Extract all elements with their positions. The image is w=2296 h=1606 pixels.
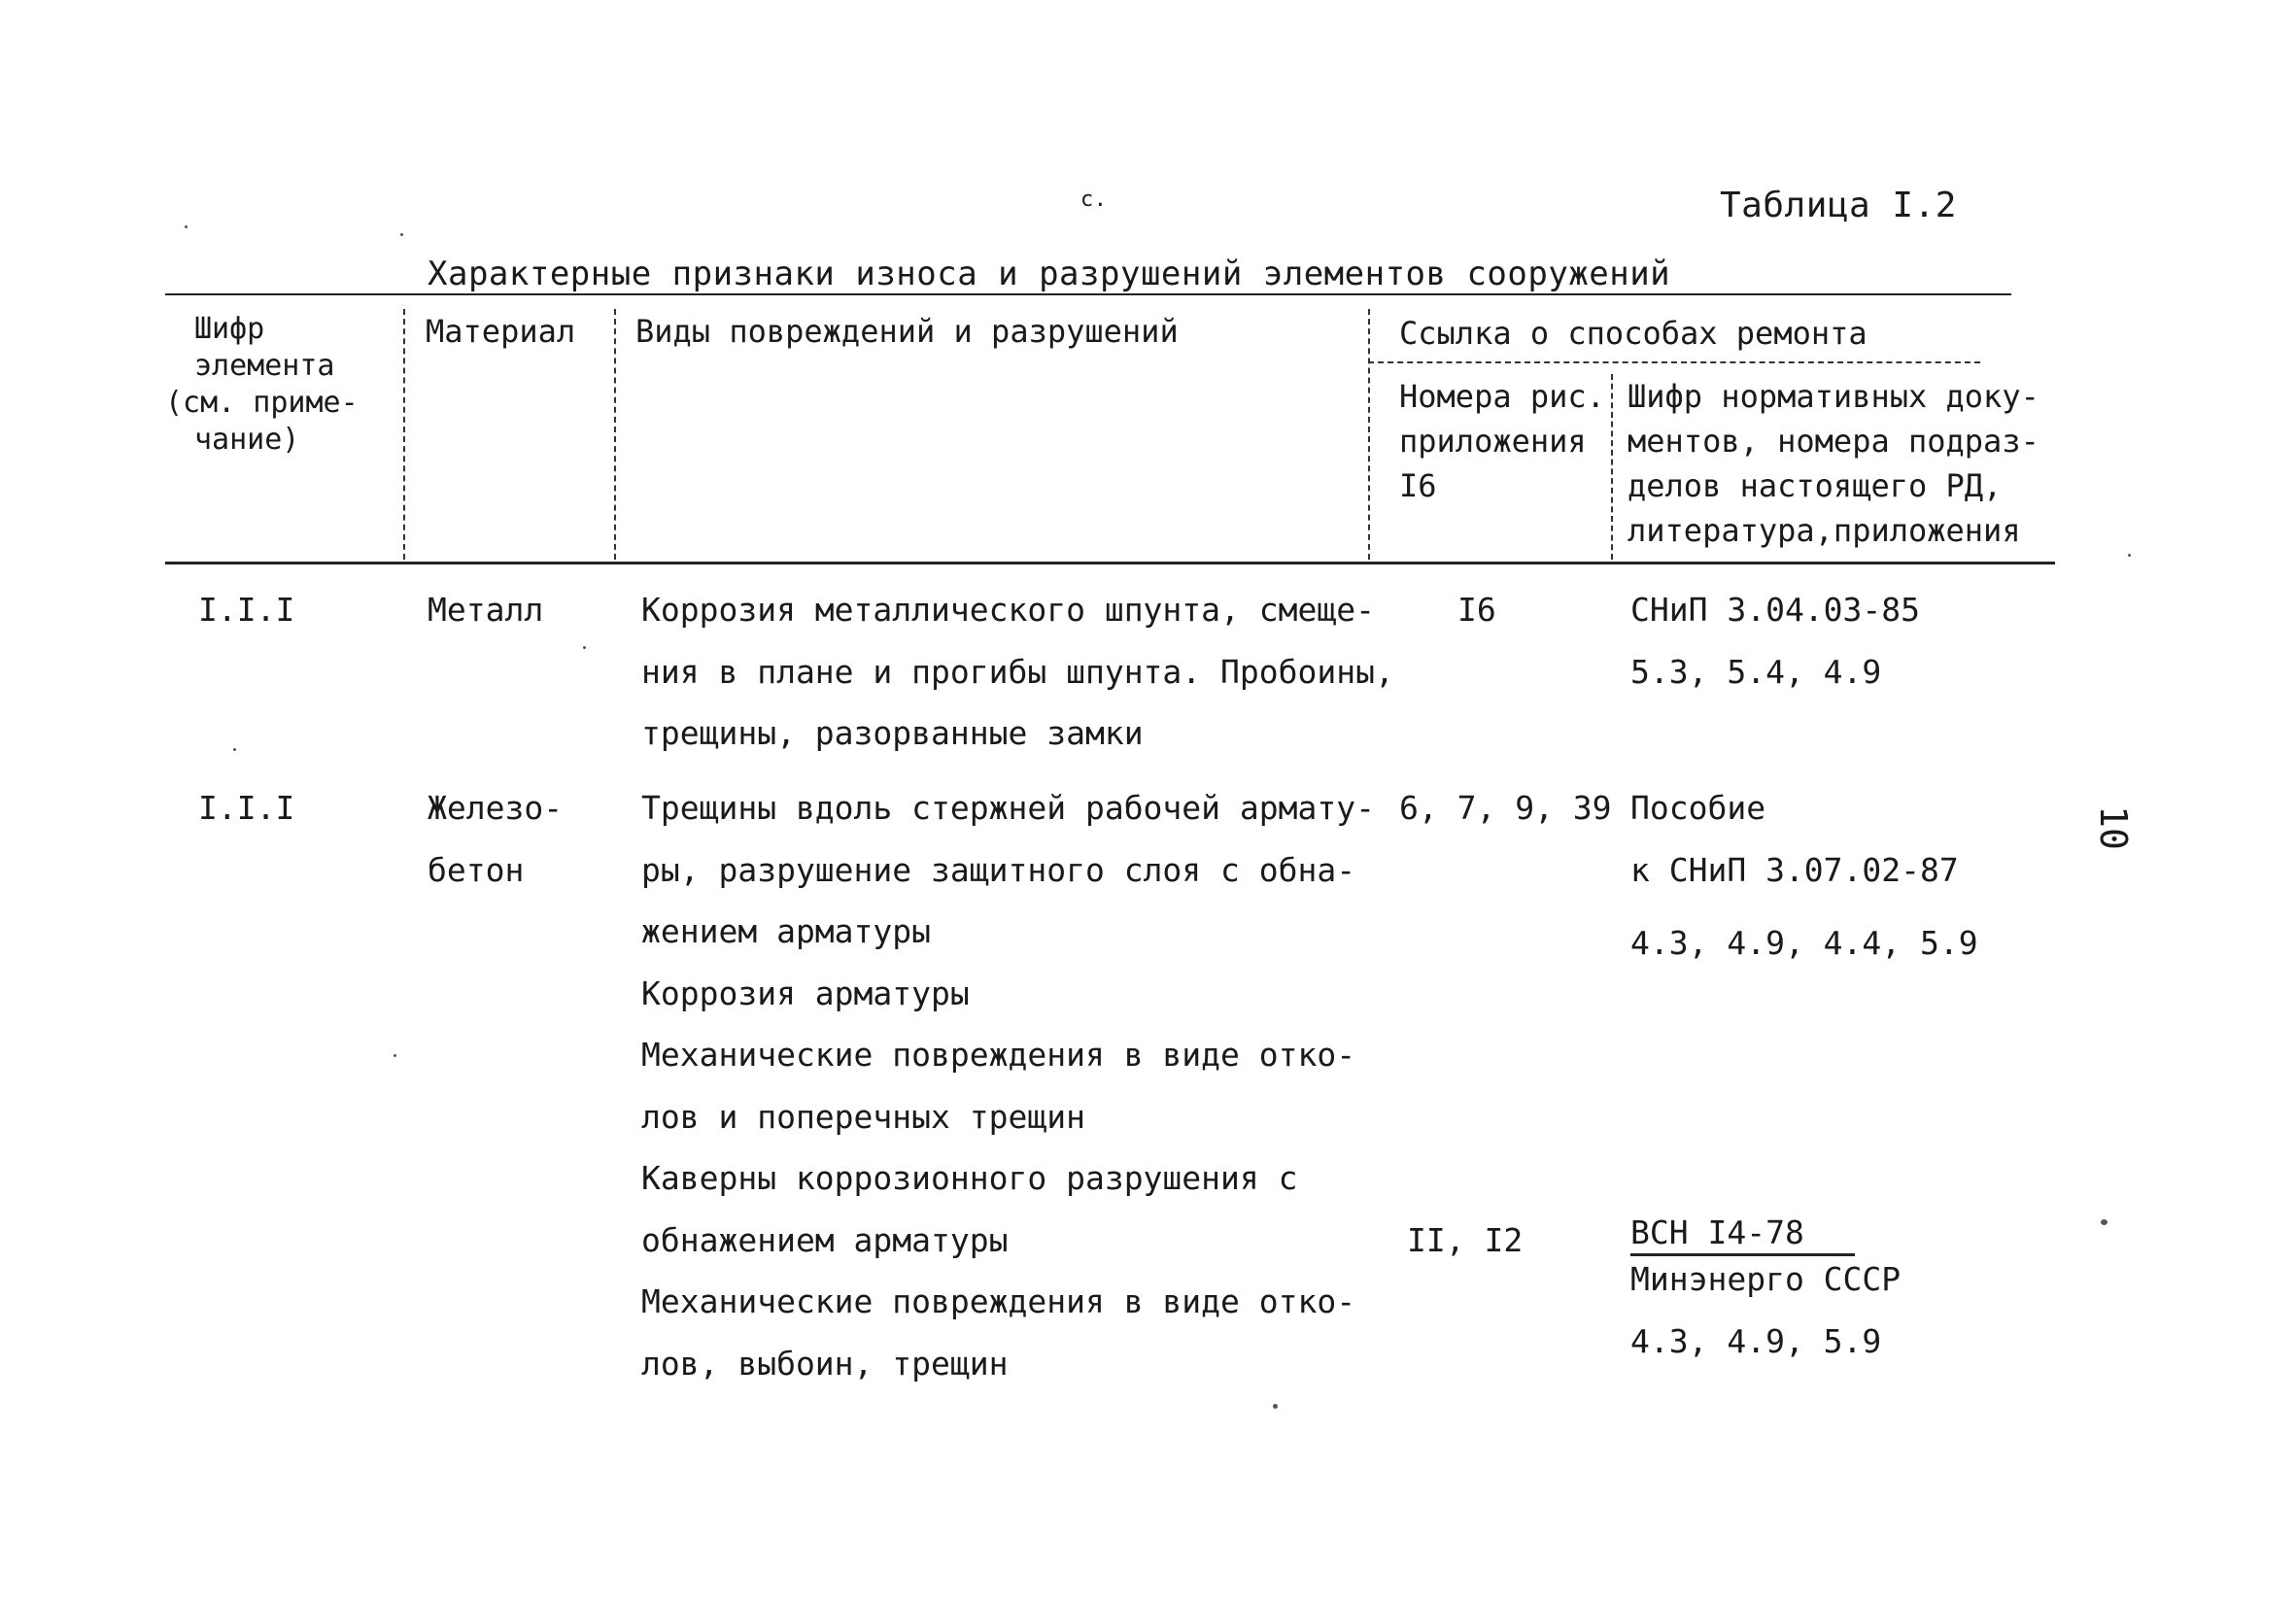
top-mark: с. [1080,188,1108,212]
header-code-line: элемента [194,349,335,383]
damage-line: лов и поперечных трещин [641,1097,1085,1136]
docs-line: СНиП 3.04.03-85 [1630,591,1921,629]
damage-line: трещины, разорванные замки [641,714,1144,752]
docs-line-underlined: ВСН I4-78 [1630,1213,1855,1256]
scan-speck [2101,1219,2108,1225]
header-figure-line: Номера рис. [1399,378,1605,415]
docs-line: Пособие [1630,789,1766,827]
row-2-code: I.I.I [198,789,295,827]
header-docs-line: литература,приложения [1628,512,2021,549]
row-2-figures-b: II, I2 [1407,1221,1524,1259]
scan-speck [2128,554,2131,557]
damage-line: Коррозия арматуры [641,974,970,1012]
table-header-rule [165,562,2055,564]
damage-line: Каверны коррозионного разрушения с [641,1159,1298,1197]
material-line: Железо- [428,789,564,827]
scan-speck [583,646,586,649]
damage-line: Механические повреждения в виде отко- [641,1036,1356,1074]
header-code [165,311,359,459]
docs-line: 4.3, 4.9, 4.4, 5.9 [1630,924,1978,962]
material-line: бетон [428,850,525,889]
header-figure-line: приложения [1399,423,1587,460]
scan-speck [1273,1404,1278,1409]
table-caption: Характерные признаки износа и разрушений элементов сооружений [428,255,1671,293]
col-divider-4 [1611,374,1613,560]
table-label: Таблица I.2 [1720,186,1957,225]
docs-line: 4.3, 4.9, 5.9 [1630,1322,1882,1360]
header-material: Материал [426,313,576,350]
damage-line: лов, выбоин, трещин [641,1344,1009,1383]
header-normative-docs [1628,374,2039,553]
row-2-figures-a: 6, 7, 9, 39 [1399,789,1612,827]
scan-speck [394,1054,396,1057]
docs-line: к СНиП 3.07.02-87 [1630,850,1959,889]
col-divider-3 [1368,309,1370,560]
subheader-rule [1368,361,1980,363]
col-divider-1 [403,309,405,560]
header-code-line: Шифр [194,312,265,346]
row-1-docs [1630,579,1920,702]
header-docs-line: ментов, номера подраз- [1628,423,2039,460]
header-docs-line: делов настоящего РД, [1628,467,2003,504]
row-1-damage [641,579,1394,765]
scan-speck [185,225,188,228]
header-damage-types: Виды повреждений и разрушений [635,313,1179,350]
docs-line: 5.3, 5.4, 4.9 [1630,652,1882,691]
page-number: 10 [2091,805,2135,850]
scan-speck [400,233,403,236]
row-2-damage [641,777,1375,1394]
col-divider-2 [614,309,616,560]
table-top-rule [165,293,2011,295]
row-2-material [428,777,563,901]
row-2-docs-b [1630,1210,1901,1365]
damage-line: Коррозия металлического шпунта, смеще- [641,591,1375,629]
scan-speck [233,748,236,751]
header-figure-line: I6 [1399,467,1437,504]
header-figure-numbers [1399,374,1605,508]
damage-line: Механические повреждения в виде отко- [641,1282,1356,1320]
damage-line: ры, разрушение защитного слоя с обна- [641,850,1356,889]
damage-line: обнажением арматуры [641,1220,1009,1259]
row-1-figures: I6 [1457,591,1496,629]
damage-line: Трещины вдоль стержней рабочей армату- [641,789,1375,827]
row-2-docs-a [1630,777,1978,974]
damage-line: жением арматуры [641,912,932,950]
header-repair-ref: Ссылка о способах ремонта [1399,315,1868,352]
header-code-line: (см. приме- [165,386,359,420]
row-1-material: Металл [428,591,544,629]
docs-line: Минэнерго СССР [1630,1260,1902,1298]
header-code-line: чание) [194,423,300,457]
row-1-code: I.I.I [198,591,295,629]
damage-line: ния в плане и прогибы шпунта. Пробоины, [641,652,1394,691]
header-docs-line: Шифр нормативных доку- [1628,378,2039,415]
